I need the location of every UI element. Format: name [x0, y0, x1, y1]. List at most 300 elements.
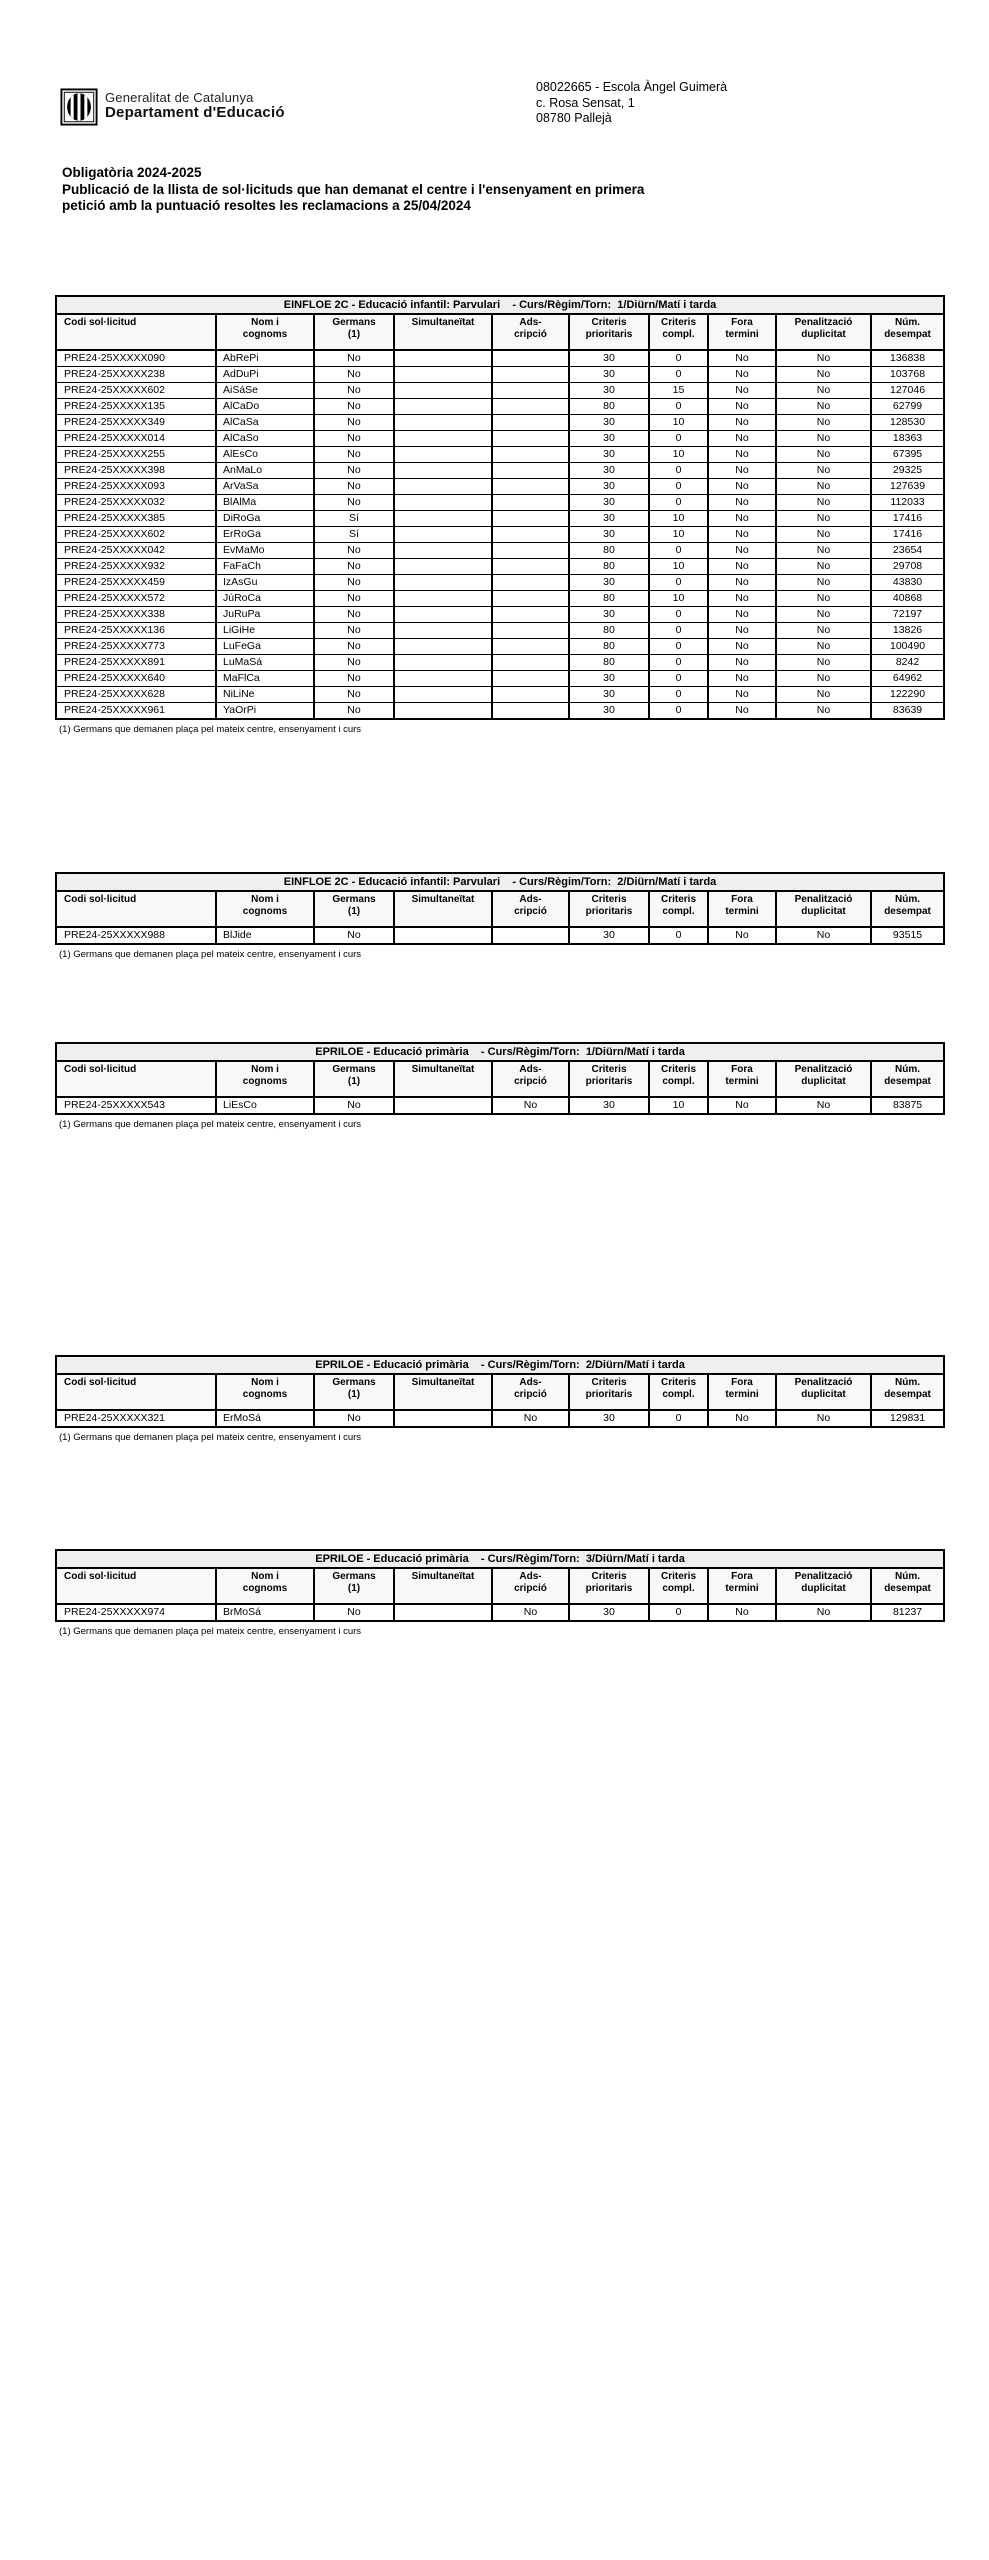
table-cell: LuFeGa [216, 639, 314, 655]
column-header-line1: Germans [332, 1571, 376, 1582]
table-cell: 72197 [871, 607, 944, 623]
column-header-line1: Núm. [895, 317, 921, 328]
column-header-line2: termini [725, 1076, 759, 1087]
table-cell: No [708, 463, 776, 479]
column-header [314, 1568, 394, 1604]
column-header-line1: Germans [332, 1377, 376, 1388]
column-header-line1: Nom i [251, 1377, 279, 1388]
table-cell: 30 [569, 527, 649, 543]
document-title [62, 165, 942, 215]
application-code-cell: PRE24-25XXXXX988 [56, 927, 216, 944]
column-header [492, 1568, 569, 1604]
application-code-cell: PRE24-25XXXXX459 [56, 575, 216, 591]
table-row [56, 447, 944, 463]
column-header-line1: Núm. [895, 1064, 921, 1075]
table-cell: No [314, 1097, 394, 1114]
column-header [492, 314, 569, 350]
table-cell: No [776, 495, 871, 511]
table-cell: 30 [569, 1410, 649, 1427]
application-code-cell: PRE24-25XXXXX773 [56, 639, 216, 655]
column-header [492, 1061, 569, 1097]
table-row [56, 543, 944, 559]
column-header-line1: Criteris [660, 1377, 696, 1388]
table-cell: 10 [649, 447, 708, 463]
table-cell [492, 479, 569, 495]
column-header-line2: duplicitat [801, 329, 846, 340]
table-cell [394, 591, 492, 607]
table-cell: 0 [649, 703, 708, 720]
table-cell: 30 [569, 575, 649, 591]
table-cell: AlCaDo [216, 399, 314, 415]
table-cell [492, 415, 569, 431]
application-code-cell: PRE24-25XXXXX602 [56, 527, 216, 543]
table-row [56, 927, 944, 944]
application-code-cell: PRE24-25XXXXX349 [56, 415, 216, 431]
table-cell: ArVaSa [216, 479, 314, 495]
column-header [649, 314, 708, 350]
column-header [492, 891, 569, 927]
column-header-line1: Fora [731, 317, 753, 328]
table-cell [394, 703, 492, 720]
table-cell: No [708, 367, 776, 383]
applications-table [55, 1042, 945, 1115]
column-header-line2: compl. [662, 1076, 695, 1087]
table-title: EPRILOE - Educació primària - Curs/Règim/Torn: 3/Diürn/Matí i tarda [56, 1550, 944, 1568]
column-header-line1: Penalització [794, 1377, 853, 1388]
table-cell [492, 495, 569, 511]
column-header [216, 1568, 314, 1604]
column-header-line2: desempat [884, 1389, 931, 1400]
column-header-line1: Germans [332, 317, 376, 328]
column-header-line2: (1) [347, 906, 361, 917]
column-header-line2: termini [725, 329, 759, 340]
table-cell: No [776, 367, 871, 383]
column-header-line1: Codi sol·licitud [64, 1064, 137, 1075]
applications-table [55, 1355, 945, 1428]
table-cell: No [314, 1410, 394, 1427]
table-cell: No [776, 1097, 871, 1114]
applications-table-section-5 [55, 1549, 943, 1637]
table-cell [394, 1604, 492, 1621]
table-row [56, 527, 944, 543]
column-header-line2: (1) [347, 1583, 361, 1594]
table-cell: 30 [569, 479, 649, 495]
table-cell: 30 [569, 687, 649, 703]
brand-text [105, 88, 285, 121]
column-header-line2: cripció [514, 329, 547, 340]
column-header [314, 1374, 394, 1410]
table-cell: 80 [569, 655, 649, 671]
table-cell: 83875 [871, 1097, 944, 1114]
school-city: 08780 Pallejà [536, 111, 612, 125]
table-cell: No [708, 703, 776, 720]
table-cell: LuMaSá [216, 655, 314, 671]
column-header-line2: termini [725, 906, 759, 917]
table-cell: No [708, 1410, 776, 1427]
table-cell [394, 447, 492, 463]
table-cell [394, 415, 492, 431]
application-code-cell: PRE24-25XXXXX572 [56, 591, 216, 607]
column-header-line2: duplicitat [801, 1389, 846, 1400]
table-row [56, 1097, 944, 1114]
application-code-cell: PRE24-25XXXXX932 [56, 559, 216, 575]
table-cell: No [314, 623, 394, 639]
table-cell: 0 [649, 575, 708, 591]
column-header-line2: cripció [514, 906, 547, 917]
table-cell: No [314, 687, 394, 703]
table-cell: 80 [569, 559, 649, 575]
application-code-cell: PRE24-25XXXXX090 [56, 350, 216, 367]
table-cell: No [708, 575, 776, 591]
table-cell [492, 575, 569, 591]
column-header-line2: prioritaris [585, 906, 633, 917]
table-cell: No [708, 527, 776, 543]
column-header [871, 1568, 944, 1604]
table-cell: ErMoSá [216, 1410, 314, 1427]
application-code-cell: PRE24-25XXXXX640 [56, 671, 216, 687]
table-cell: 30 [569, 607, 649, 623]
table-title: EINFLOE 2C - Educació infantil: Parvulari - Curs/Règim/Torn: 1/Diürn/Matí i tarda [56, 296, 944, 314]
column-header [569, 314, 649, 350]
column-header-line1: Criteris [660, 1571, 696, 1582]
table-cell: No [314, 415, 394, 431]
table-cell: No [708, 1097, 776, 1114]
table-cell: No [708, 671, 776, 687]
table-cell: 0 [649, 350, 708, 367]
brand-org: Generalitat de Catalunya [105, 90, 254, 105]
table-cell: 40868 [871, 591, 944, 607]
table-cell: No [776, 479, 871, 495]
table-cell: DiRoGa [216, 511, 314, 527]
table-cell: AlCaSa [216, 415, 314, 431]
column-header [216, 1061, 314, 1097]
table-cell: 18363 [871, 431, 944, 447]
table-cell: 112033 [871, 495, 944, 511]
table-cell: 127639 [871, 479, 944, 495]
application-code-cell: PRE24-25XXXXX255 [56, 447, 216, 463]
table-row [56, 655, 944, 671]
table-cell [492, 623, 569, 639]
table-cell [394, 607, 492, 623]
table-cell: No [314, 559, 394, 575]
table-cell: No [776, 1604, 871, 1621]
table-cell: No [314, 575, 394, 591]
table-cell [394, 687, 492, 703]
table-cell [394, 399, 492, 415]
column-header-line2: duplicitat [801, 1076, 846, 1087]
application-code-cell: PRE24-25XXXXX628 [56, 687, 216, 703]
table-cell: 0 [649, 639, 708, 655]
table-cell: No [776, 511, 871, 527]
column-header-line1: Germans [332, 894, 376, 905]
column-header-line1: Criteris [591, 317, 627, 328]
table-title: EPRILOE - Educació primària - Curs/Règim/Torn: 1/Diürn/Matí i tarda [56, 1043, 944, 1061]
table-cell: 10 [649, 559, 708, 575]
table-cell: AlEsCo [216, 447, 314, 463]
column-header-line2: cripció [514, 1583, 547, 1594]
column-header [56, 1374, 216, 1410]
table-cell: 0 [649, 655, 708, 671]
application-code-cell: PRE24-25XXXXX042 [56, 543, 216, 559]
table-cell: 129831 [871, 1410, 944, 1427]
column-header [56, 1568, 216, 1604]
table-cell: JúRoCa [216, 591, 314, 607]
column-header [871, 1061, 944, 1097]
table-cell: 122290 [871, 687, 944, 703]
table-cell: No [776, 655, 871, 671]
column-header-line2: duplicitat [801, 1583, 846, 1594]
table-cell: 64962 [871, 671, 944, 687]
column-header [394, 314, 492, 350]
table-row [56, 591, 944, 607]
table-cell: No [776, 927, 871, 944]
table-cell: No [314, 367, 394, 383]
table-cell [492, 607, 569, 623]
column-header-line2: compl. [662, 1583, 695, 1594]
column-header-line1: Ads- [519, 1571, 542, 1582]
table-title: EINFLOE 2C - Educació infantil: Parvulari - Curs/Règim/Torn: 2/Diürn/Matí i tarda [56, 873, 944, 891]
column-header [394, 1374, 492, 1410]
table-cell: 0 [649, 623, 708, 639]
table-cell: 0 [649, 1604, 708, 1621]
column-header [569, 1061, 649, 1097]
table-cell: 30 [569, 431, 649, 447]
column-header-line1: Simultaneïtat [411, 317, 475, 328]
table-cell: MaFlCa [216, 671, 314, 687]
table-cell [394, 431, 492, 447]
table-cell: No [492, 1410, 569, 1427]
table-cell: 0 [649, 927, 708, 944]
column-header-line1: Codi sol·licitud [64, 317, 137, 328]
school-address [536, 80, 727, 127]
column-header [649, 1061, 708, 1097]
table-cell: No [708, 479, 776, 495]
column-header-line1: Criteris [591, 1571, 627, 1582]
table-cell [394, 623, 492, 639]
table-cell: 81237 [871, 1604, 944, 1621]
column-header-line1: Penalització [794, 894, 853, 905]
table-cell: AbRePi [216, 350, 314, 367]
column-header-line1: Criteris [660, 894, 696, 905]
table-row [56, 623, 944, 639]
table-cell: No [314, 479, 394, 495]
table-cell: 80 [569, 543, 649, 559]
table-cell: AdDuPi [216, 367, 314, 383]
column-header-line1: Criteris [591, 1064, 627, 1075]
column-header-line1: Ads- [519, 894, 542, 905]
table-cell [492, 639, 569, 655]
table-cell: JuRuPa [216, 607, 314, 623]
column-header [314, 314, 394, 350]
table-cell: IzAsGu [216, 575, 314, 591]
table-cell: 10 [649, 511, 708, 527]
column-header [708, 891, 776, 927]
table-cell [394, 543, 492, 559]
table-cell: 67395 [871, 447, 944, 463]
table-cell: No [776, 575, 871, 591]
column-header-line2: cognoms [242, 906, 288, 917]
table-row [56, 575, 944, 591]
table-cell: 13826 [871, 623, 944, 639]
table-cell: 0 [649, 1410, 708, 1427]
table-cell: AnMaLo [216, 463, 314, 479]
table-cell: No [708, 655, 776, 671]
column-header-line2: prioritaris [585, 1076, 633, 1087]
table-cell: 23654 [871, 543, 944, 559]
table-cell: No [776, 431, 871, 447]
table-cell: No [314, 383, 394, 399]
column-header-line2: cognoms [242, 1583, 288, 1594]
column-header-line2: cognoms [242, 1076, 288, 1087]
table-cell: FaFaCh [216, 559, 314, 575]
table-cell: 29708 [871, 559, 944, 575]
table-cell: 30 [569, 1097, 649, 1114]
column-header [776, 891, 871, 927]
column-header [492, 1374, 569, 1410]
column-header [56, 314, 216, 350]
column-header-line1: Penalització [794, 1571, 853, 1582]
column-header-line1: Codi sol·licitud [64, 894, 137, 905]
table-cell: 43830 [871, 575, 944, 591]
application-code-cell: PRE24-25XXXXX032 [56, 495, 216, 511]
table-cell: 30 [569, 1604, 649, 1621]
generalitat-logo-icon [60, 88, 98, 126]
table-cell [394, 575, 492, 591]
column-header [394, 1568, 492, 1604]
table-cell [394, 479, 492, 495]
table-cell: 10 [649, 415, 708, 431]
table-cell: 8242 [871, 655, 944, 671]
application-code-cell: PRE24-25XXXXX338 [56, 607, 216, 623]
table-cell [394, 1097, 492, 1114]
table-cell: 0 [649, 687, 708, 703]
table-cell: No [708, 1604, 776, 1621]
table-cell [394, 495, 492, 511]
table-cell: No [776, 607, 871, 623]
table-cell: No [776, 591, 871, 607]
column-header-line2: (1) [347, 1076, 361, 1087]
application-code-cell: PRE24-25XXXXX135 [56, 399, 216, 415]
column-header-line1: Criteris [660, 1064, 696, 1075]
column-header-line2: prioritaris [585, 1389, 633, 1400]
column-header [776, 1374, 871, 1410]
table-cell: 30 [569, 367, 649, 383]
table-cell: No [708, 543, 776, 559]
column-header-line1: Criteris [660, 317, 696, 328]
column-header-line1: Fora [731, 1064, 753, 1075]
table-cell: 0 [649, 463, 708, 479]
table-cell [492, 671, 569, 687]
table-cell: 100490 [871, 639, 944, 655]
column-header-line1: Ads- [519, 317, 542, 328]
table-title: EPRILOE - Educació primària - Curs/Règim/Torn: 2/Diürn/Matí i tarda [56, 1356, 944, 1374]
table-row [56, 367, 944, 383]
table-cell: No [708, 383, 776, 399]
column-header-line2: cognoms [242, 1389, 288, 1400]
table-cell [394, 559, 492, 575]
table-cell: No [314, 703, 394, 720]
table-cell [394, 1410, 492, 1427]
column-header [708, 1374, 776, 1410]
table-cell [492, 350, 569, 367]
table-row [56, 495, 944, 511]
column-header-line2: compl. [662, 1389, 695, 1400]
table-cell: No [776, 687, 871, 703]
column-header [314, 1061, 394, 1097]
table-cell: 30 [569, 383, 649, 399]
column-header-line1: Criteris [591, 1377, 627, 1388]
column-header [394, 891, 492, 927]
column-header-line1: Simultaneïtat [411, 1377, 475, 1388]
column-header-line1: Ads- [519, 1064, 542, 1075]
table-row [56, 479, 944, 495]
table-cell: No [708, 350, 776, 367]
column-header [569, 1568, 649, 1604]
table-row [56, 1604, 944, 1621]
table-cell: BlAlMa [216, 495, 314, 511]
application-code-cell: PRE24-25XXXXX093 [56, 479, 216, 495]
table-cell [492, 383, 569, 399]
table-row [56, 415, 944, 431]
table-cell: No [708, 415, 776, 431]
table-cell [394, 655, 492, 671]
table-cell: No [776, 527, 871, 543]
table-row [56, 687, 944, 703]
table-cell: 10 [649, 527, 708, 543]
table-cell [492, 511, 569, 527]
table-cell: No [314, 495, 394, 511]
column-header-line1: Penalització [794, 317, 853, 328]
column-header-line1: Nom i [251, 317, 279, 328]
applications-table [55, 295, 945, 720]
table-cell: Sí [314, 511, 394, 527]
table-row [56, 607, 944, 623]
table-cell: No [776, 543, 871, 559]
table-cell: 29325 [871, 463, 944, 479]
table-cell: No [314, 543, 394, 559]
application-code-cell: PRE24-25XXXXX321 [56, 1410, 216, 1427]
table-cell [394, 463, 492, 479]
table-cell: 0 [649, 543, 708, 559]
table-cell [394, 527, 492, 543]
column-header [216, 891, 314, 927]
column-header-line1: Nom i [251, 1064, 279, 1075]
table-cell: 15 [649, 383, 708, 399]
table-cell: No [708, 399, 776, 415]
column-header-line2: cripció [514, 1076, 547, 1087]
table-cell: No [776, 399, 871, 415]
column-header [649, 1374, 708, 1410]
table-cell: No [314, 591, 394, 607]
table-cell: No [708, 559, 776, 575]
column-header-line1: Fora [731, 894, 753, 905]
application-code-cell: PRE24-25XXXXX238 [56, 367, 216, 383]
table-cell: 30 [569, 927, 649, 944]
table-cell [492, 927, 569, 944]
table-cell: No [492, 1097, 569, 1114]
column-header [708, 1061, 776, 1097]
column-header-line2: desempat [884, 1583, 931, 1594]
column-header-line1: Ads- [519, 1377, 542, 1388]
table-cell: No [708, 607, 776, 623]
table-cell: 30 [569, 703, 649, 720]
table-row [56, 511, 944, 527]
column-header-line1: Núm. [895, 1571, 921, 1582]
table-cell: 0 [649, 671, 708, 687]
table-cell [492, 447, 569, 463]
column-header-line1: Codi sol·licitud [64, 1377, 137, 1388]
column-header-line1: Núm. [895, 1377, 921, 1388]
